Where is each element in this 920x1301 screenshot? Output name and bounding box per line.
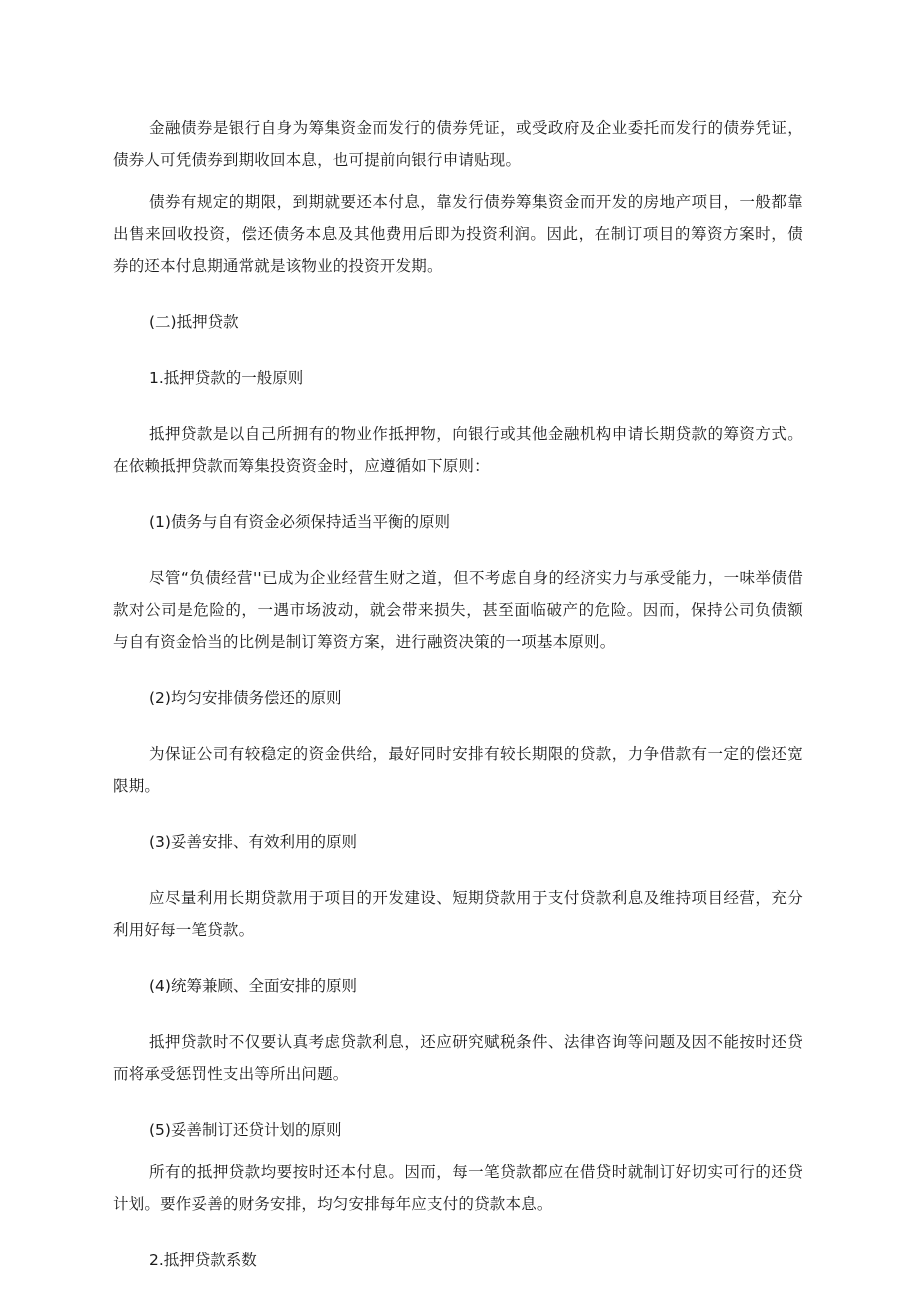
paragraph-financial-bonds: 金融债券是银行自身为筹集资金而发行的债券凭证，或受政府及企业委托而发行的债券凭证，债券人可凭债券到期收回本息，也可提前向银行申请贴现。 [113,119,803,169]
paragraph-principle-3: 应尽量利用长期贷款用于项目的开发建设、短期贷款用于支付贷款利息及维持项目经营，充分利用好每一笔贷款。 [113,889,803,939]
principle-heading-4: (4)统筹兼顾、全面安排的原则 [149,977,357,995]
paragraph-principle-5: 所有的抵押贷款均要按时还本付息。因而，每一笔贷款都应在借贷时就制订好切实可行的还贷计划。要作妥善的财务安排，均匀安排每年应支付的贷款本息。 [113,1163,803,1213]
paragraph-mortgage-definition: 抵押贷款是以自己所拥有的物业作抵押物，向银行或其他金融机构申请长期贷款的筹资方式。在依赖抵押贷款而筹集投资资金时，应遵循如下原则： [113,425,803,475]
subsection-heading-loan-coefficient: 2.抵押贷款系数 [149,1251,257,1269]
subsection-heading-general-principles: 1.抵押贷款的一般原则 [149,369,304,387]
paragraph-principle-1: 尽管“负债经营''已成为企业经营生财之道，但不考虑自身的经济实力与承受能力，一味举债借款对公司是危险的，一遇市场波动，就会带来损失，甚至面临破产的危险。因而，保持公司负债额与自有资金恰当的比例是制订筹资方案，进行融资决策的一项基本原则。 [113,569,803,651]
section-heading-mortgage-loan: (二)抵押贷款 [149,313,239,331]
paragraph-principle-4: 抵押贷款时不仅要认真考虑贷款利息，还应研究赋税条件、法律咨询等问题及因不能按时还贷而将承受惩罚性支出等所出问题。 [113,1033,803,1083]
principle-heading-1: (1)债务与自有资金必须保持适当平衡的原则 [149,513,450,531]
paragraph-bond-term: 债券有规定的期限，到期就要还本付息，靠发行债券筹集资金而开发的房地产项目，一般都靠出售来回收投资，偿还债务本息及其他费用后即为投资利润。因此，在制订项目的筹资方案时，债券的还本付息期通常就是该物业的投资开发期。 [113,193,803,275]
principle-heading-2: (2)均匀安排债务偿还的原则 [149,689,342,707]
principle-heading-3: (3)妥善安排、有效利用的原则 [149,833,357,851]
paragraph-principle-2: 为保证公司有较稳定的资金供给，最好同时安排有较长期限的贷款，力争借款有一定的偿还宽限期。 [113,745,803,795]
document-body [113,112,803,1276]
principle-heading-5: (5)妥善制订还贷计划的原则 [149,1121,342,1139]
